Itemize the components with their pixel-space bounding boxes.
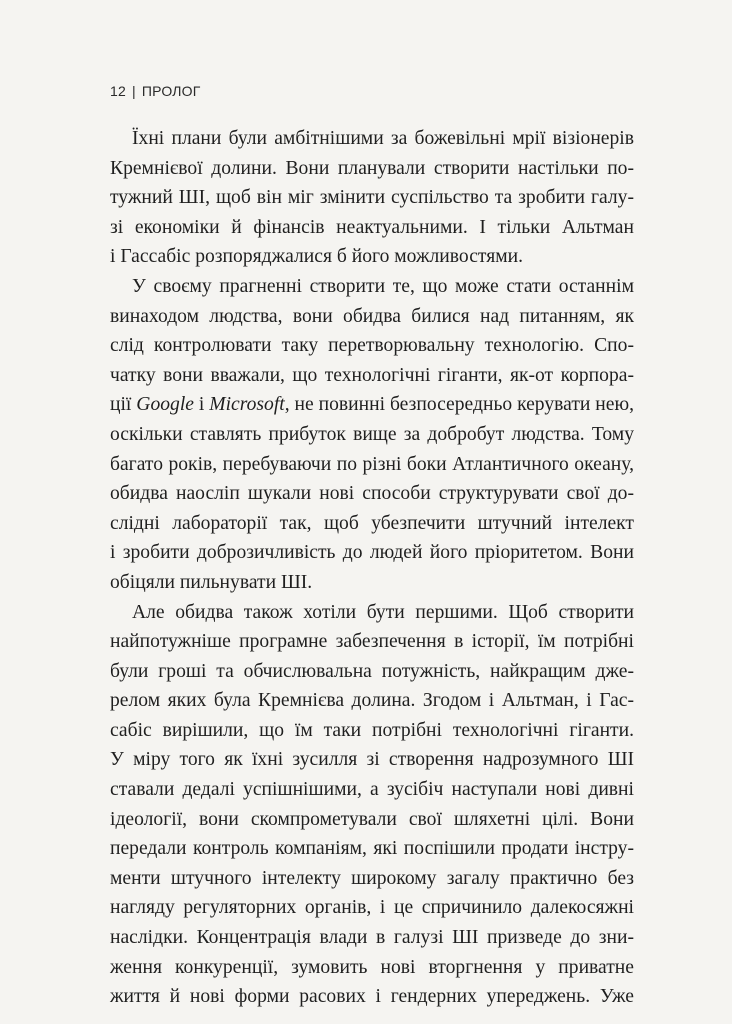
text-line: У міру того як їхні зусилля зі створення надрозумного ШІ	[110, 749, 634, 771]
text-line: найпотужніше програмне забезпечення в історії, їм потрібні	[110, 631, 634, 653]
running-header	[110, 83, 201, 99]
text-line: ження конкуренції, зумовить нові вторгнення у приватне	[110, 956, 634, 978]
text-line: У своєму прагненні створити те, що може стати останнім	[132, 275, 634, 297]
company-name-google: Google	[136, 394, 194, 416]
text-fragment: , не повинні безпосередньо керувати нею,	[284, 394, 635, 416]
paragraph-1	[110, 124, 634, 272]
text-line: багато років, перебуваючи по різні боки Атлантичного океану,	[110, 453, 634, 475]
text-line: обидва наосліп шукали нові способи структурувати свої до-	[110, 483, 634, 505]
page-number: 12	[110, 83, 126, 99]
text-line: життя й нові форми расових і гендерних упереджень. Уже	[110, 986, 634, 1008]
header-separator: |	[131, 83, 136, 99]
text-line: слідні лабораторії так, щоб убезпечити штучний інтелект	[110, 512, 634, 534]
text-line-with-italics	[110, 390, 634, 420]
text-line: передали контроль компаніям, які поспішили продати інстру-	[110, 838, 634, 860]
text-line: винаходом людства, вони обидва билися над питанням, як	[110, 305, 634, 327]
text-line: сабіс вирішили, що їм таки потрібні технологічні гіганти.	[110, 719, 634, 741]
text-line: релом яких була Кремнієва долина. Згодом і Альтман, і Гас-	[110, 690, 634, 712]
text-line: і зробити доброзичливість до людей його пріоритетом. Вони	[110, 542, 634, 564]
text-line: тужний ШІ, щоб він міг змінити суспільство та зробити галу-	[110, 187, 634, 209]
text-line: чатку вони вважали, що технологічні гіганти, як-от корпора-	[110, 364, 634, 386]
text-line: зі економіки й фінансів неактуальними. І тільки Альтман	[110, 216, 634, 238]
text-fragment: і	[193, 394, 210, 416]
text-line: оскільки ставлять прибуток вище за добробут людства. Тому	[110, 423, 634, 445]
section-title: ПРОЛОГ	[141, 83, 201, 99]
text-line: наслідки. Концентрація влади в галузі ШІ призведе до зни-	[110, 927, 634, 949]
text-line: менти штучного інтелекту широкому загалу практично без	[110, 867, 634, 889]
text-fragment: ції	[110, 394, 137, 416]
body-text	[110, 124, 634, 1012]
text-line: обіцяли пильнувати ШІ.	[110, 571, 313, 593]
paragraph-2	[110, 272, 634, 598]
text-line: були гроші та обчислювальна потужність, найкращим дже-	[110, 660, 634, 682]
text-line: ідеології, вони скомпрометували свої шляхетні цілі. Вони	[110, 808, 634, 830]
text-line: Але обидва також хотіли бути першими. Щоб створити	[132, 601, 634, 623]
text-line: і Гассабіс розпоряджалися б його можливостями.	[110, 246, 523, 268]
text-line: Їхні плани були амбітнішими за божевільні мрії візіонерів	[132, 128, 634, 149]
text-line: ставали дедалі успішнішими, а зусібіч наступали нові дивні	[110, 779, 634, 801]
text-line: слід контролювати таку перетворювальну технологію. Спо-	[110, 335, 634, 357]
text-line: нагляду регуляторних органів, і це спричинило далекосяжні	[110, 897, 634, 919]
paragraph-3	[110, 598, 634, 1012]
text-line: Кремнієвої долини. Вони планували створити настільки по-	[110, 157, 634, 179]
company-name-microsoft: Microsoft	[209, 394, 285, 416]
